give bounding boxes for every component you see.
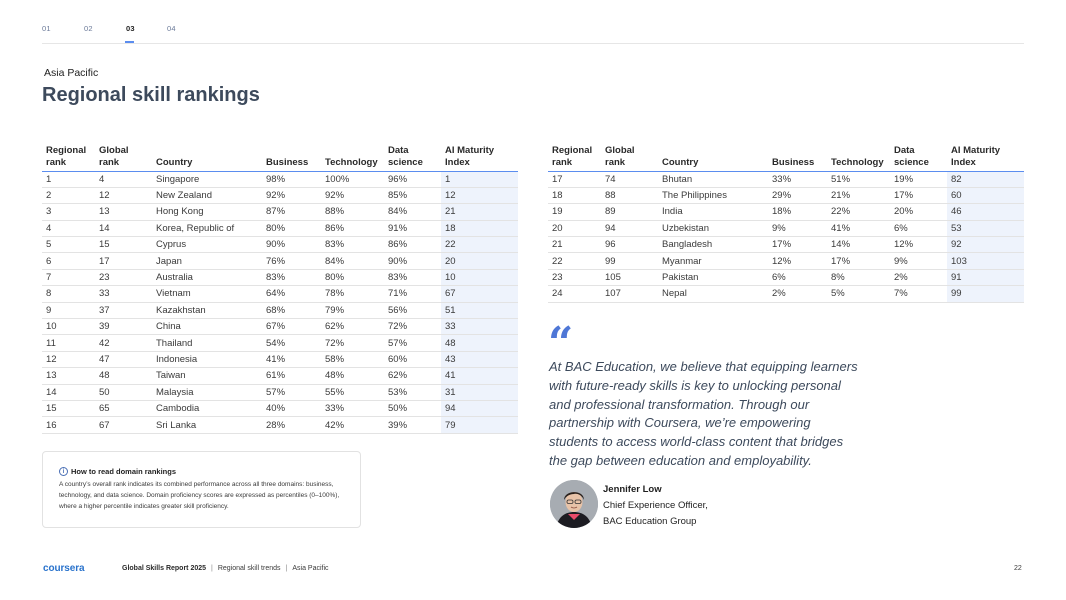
cell-global-rank: 99 xyxy=(601,253,658,269)
cell-global-rank: 105 xyxy=(601,269,658,285)
table-row xyxy=(548,204,1024,220)
cell-regional-rank: 1 xyxy=(42,171,95,187)
cell-country: Bhutan xyxy=(658,171,768,187)
info-heading: How to read domain rankings xyxy=(71,467,177,476)
cell-global-rank: 14 xyxy=(95,220,152,236)
header-global-rank: Global rank xyxy=(601,143,658,171)
cell-regional-rank: 19 xyxy=(548,204,601,220)
cell-data-science: 20% xyxy=(890,204,947,220)
table-row xyxy=(42,204,518,220)
cell-technology: 62% xyxy=(321,319,384,335)
header-technology: Technology xyxy=(321,143,384,171)
cell-ai-maturity: 60 xyxy=(947,187,1024,203)
cell-regional-rank: 11 xyxy=(42,335,95,351)
cell-data-science: 91% xyxy=(384,220,441,236)
cell-technology: 92% xyxy=(321,187,384,203)
cell-data-science: 72% xyxy=(384,319,441,335)
cell-data-science: 56% xyxy=(384,302,441,318)
cell-business: 29% xyxy=(768,187,827,203)
cell-data-science: 86% xyxy=(384,237,441,253)
cell-country: Nepal xyxy=(658,286,768,302)
cell-ai-maturity: 1 xyxy=(441,171,518,187)
cell-regional-rank: 18 xyxy=(548,187,601,203)
cell-country: Sri Lanka xyxy=(152,417,262,433)
header-ai-maturity: AI Maturity Index xyxy=(947,143,1024,171)
cell-global-rank: 65 xyxy=(95,400,152,416)
cell-technology: 21% xyxy=(827,187,890,203)
cell-ai-maturity: 20 xyxy=(441,253,518,269)
cell-global-rank: 47 xyxy=(95,351,152,367)
cell-country: Bangladesh xyxy=(658,237,768,253)
page-title: Regional skill rankings xyxy=(42,84,260,106)
rankings-table-left xyxy=(42,143,518,434)
table-header-row xyxy=(42,143,518,171)
cell-ai-maturity: 21 xyxy=(441,204,518,220)
cell-data-science: 7% xyxy=(890,286,947,302)
cell-country: Singapore xyxy=(152,171,262,187)
cell-business: 87% xyxy=(262,204,321,220)
page-number: 22 xyxy=(1014,565,1022,572)
table-row xyxy=(42,335,518,351)
cell-ai-maturity: 18 xyxy=(441,220,518,236)
cell-business: 98% xyxy=(262,171,321,187)
cell-regional-rank: 24 xyxy=(548,286,601,302)
info-body: A country’s overall rank indicates its combined performance across all three domains: business, technology, and data science. Domain proficiency scores are expressed as percentiles (0–100%), where a higher percentile indicates greater skill proficiency. xyxy=(59,481,340,510)
cell-business: 64% xyxy=(262,286,321,302)
cell-country: Uzbekistan xyxy=(658,220,768,236)
cell-global-rank: 50 xyxy=(95,384,152,400)
table-row xyxy=(548,253,1024,269)
cell-ai-maturity: 33 xyxy=(441,319,518,335)
cell-regional-rank: 9 xyxy=(42,302,95,318)
cell-technology: 41% xyxy=(827,220,890,236)
footer-section: Regional skill trends xyxy=(217,565,281,572)
cell-global-rank: 67 xyxy=(95,417,152,433)
table-row xyxy=(42,302,518,318)
cell-regional-rank: 4 xyxy=(42,220,95,236)
table-row xyxy=(548,237,1024,253)
cell-ai-maturity: 46 xyxy=(947,204,1024,220)
table-row xyxy=(42,319,518,335)
cell-data-science: 6% xyxy=(890,220,947,236)
cell-ai-maturity: 22 xyxy=(441,237,518,253)
cell-business: 90% xyxy=(262,237,321,253)
cell-regional-rank: 2 xyxy=(42,187,95,203)
header-data-science: Data science xyxy=(384,143,441,171)
cell-country: Australia xyxy=(152,269,262,285)
table-row xyxy=(42,286,518,302)
cell-regional-rank: 17 xyxy=(548,171,601,187)
rankings-table-right xyxy=(548,143,1024,303)
cell-country: Kazakhstan xyxy=(152,302,262,318)
cell-regional-rank: 6 xyxy=(42,253,95,269)
info-icon: i xyxy=(59,467,68,476)
cell-business: 41% xyxy=(262,351,321,367)
cell-global-rank: 23 xyxy=(95,269,152,285)
table-row xyxy=(42,368,518,384)
cell-ai-maturity: 91 xyxy=(947,269,1024,285)
header-business: Business xyxy=(262,143,321,171)
table-row xyxy=(548,220,1024,236)
cell-regional-rank: 10 xyxy=(42,319,95,335)
cell-country: The Philippines xyxy=(658,187,768,203)
cell-business: 33% xyxy=(768,171,827,187)
header-regional-rank: Regional rank xyxy=(42,143,95,171)
cell-data-science: 90% xyxy=(384,253,441,269)
cell-regional-rank: 22 xyxy=(548,253,601,269)
cell-ai-maturity: 51 xyxy=(441,302,518,318)
person-name: Jennifer Low xyxy=(603,484,662,495)
table-row xyxy=(42,187,518,203)
cell-global-rank: 33 xyxy=(95,286,152,302)
cell-technology: 80% xyxy=(321,269,384,285)
cell-technology: 72% xyxy=(321,335,384,351)
cell-ai-maturity: 10 xyxy=(441,269,518,285)
cell-business: 80% xyxy=(262,220,321,236)
cell-data-science: 50% xyxy=(384,400,441,416)
cell-technology: 48% xyxy=(321,368,384,384)
cell-country: Japan xyxy=(152,253,262,269)
header-global-rank: Global rank xyxy=(95,143,152,171)
nav-tab-03[interactable] xyxy=(126,24,135,33)
cell-business: 9% xyxy=(768,220,827,236)
cell-technology: 86% xyxy=(321,220,384,236)
table-row xyxy=(548,286,1024,302)
cell-ai-maturity: 43 xyxy=(441,351,518,367)
cell-ai-maturity: 103 xyxy=(947,253,1024,269)
cell-technology: 51% xyxy=(827,171,890,187)
cell-business: 92% xyxy=(262,187,321,203)
cell-regional-rank: 23 xyxy=(548,269,601,285)
person-organization: BAC Education Group xyxy=(603,516,697,527)
cell-technology: 100% xyxy=(321,171,384,187)
cell-data-science: 85% xyxy=(384,187,441,203)
cell-global-rank: 15 xyxy=(95,237,152,253)
cell-country: Indonesia xyxy=(152,351,262,367)
cell-country: China xyxy=(152,319,262,335)
cell-country: Pakistan xyxy=(658,269,768,285)
cell-business: 83% xyxy=(262,269,321,285)
cell-business: 76% xyxy=(262,253,321,269)
table-row xyxy=(42,237,518,253)
cell-global-rank: 12 xyxy=(95,187,152,203)
cell-ai-maturity: 41 xyxy=(441,368,518,384)
cell-global-rank: 89 xyxy=(601,204,658,220)
cell-data-science: 62% xyxy=(384,368,441,384)
cell-country: Myanmar xyxy=(658,253,768,269)
cell-regional-rank: 8 xyxy=(42,286,95,302)
cell-global-rank: 96 xyxy=(601,237,658,253)
cell-country: Cambodia xyxy=(152,400,262,416)
nav-tab-03-label: 03 xyxy=(126,24,135,33)
cell-data-science: 57% xyxy=(384,335,441,351)
table-header-row xyxy=(548,143,1024,171)
cell-data-science: 53% xyxy=(384,384,441,400)
person-role: Chief Experience Officer, xyxy=(603,500,708,511)
cell-technology: 17% xyxy=(827,253,890,269)
cell-data-science: 96% xyxy=(384,171,441,187)
cell-data-science: 83% xyxy=(384,269,441,285)
cell-technology: 42% xyxy=(321,417,384,433)
cell-business: 57% xyxy=(262,384,321,400)
cell-global-rank: 48 xyxy=(95,368,152,384)
region-label: Asia Pacific xyxy=(44,67,99,79)
cell-regional-rank: 20 xyxy=(548,220,601,236)
cell-business: 18% xyxy=(768,204,827,220)
cell-global-rank: 94 xyxy=(601,220,658,236)
cell-data-science: 71% xyxy=(384,286,441,302)
cell-country: Hong Kong xyxy=(152,204,262,220)
cell-data-science: 60% xyxy=(384,351,441,367)
table-row xyxy=(42,220,518,236)
cell-global-rank: 74 xyxy=(601,171,658,187)
cell-data-science: 39% xyxy=(384,417,441,433)
cell-business: 40% xyxy=(262,400,321,416)
cell-regional-rank: 14 xyxy=(42,384,95,400)
cell-technology: 8% xyxy=(827,269,890,285)
nav-tab-01[interactable]: 01 xyxy=(42,24,51,33)
quote-attribution xyxy=(603,482,708,530)
cell-business: 2% xyxy=(768,286,827,302)
cell-country: Korea, Republic of xyxy=(152,220,262,236)
table-row xyxy=(42,253,518,269)
nav-tab-02[interactable]: 02 xyxy=(84,24,93,33)
cell-ai-maturity: 99 xyxy=(947,286,1024,302)
cell-global-rank: 42 xyxy=(95,335,152,351)
cell-global-rank: 4 xyxy=(95,171,152,187)
section-nav xyxy=(42,24,1024,44)
cell-technology: 33% xyxy=(321,400,384,416)
coursera-logo: coursera xyxy=(43,563,85,574)
cell-technology: 55% xyxy=(321,384,384,400)
cell-business: 6% xyxy=(768,269,827,285)
cell-data-science: 84% xyxy=(384,204,441,220)
header-technology: Technology xyxy=(827,143,890,171)
testimonial-quote: At BAC Education, we believe that equipping learners with future-ready skills is key to unlocking personal and professional transformation. Through our partnership with Coursera, we’re empowering students to access world-class content that bridges the gap between education and employability. xyxy=(549,359,858,468)
cell-global-rank: 39 xyxy=(95,319,152,335)
avatar xyxy=(550,480,598,528)
table-row xyxy=(548,171,1024,187)
cell-regional-rank: 3 xyxy=(42,204,95,220)
cell-regional-rank: 5 xyxy=(42,237,95,253)
cell-country: New Zealand xyxy=(152,187,262,203)
table-row xyxy=(42,269,518,285)
header-regional-rank: Regional rank xyxy=(548,143,601,171)
cell-ai-maturity: 12 xyxy=(441,187,518,203)
cell-country: Thailand xyxy=(152,335,262,351)
cell-country: Malaysia xyxy=(152,384,262,400)
cell-business: 61% xyxy=(262,368,321,384)
cell-technology: 58% xyxy=(321,351,384,367)
cell-ai-maturity: 48 xyxy=(441,335,518,351)
cell-ai-maturity: 94 xyxy=(441,400,518,416)
active-tab-indicator xyxy=(125,41,134,43)
table-row xyxy=(42,400,518,416)
table-row xyxy=(42,171,518,187)
cell-data-science: 12% xyxy=(890,237,947,253)
cell-technology: 84% xyxy=(321,253,384,269)
cell-technology: 78% xyxy=(321,286,384,302)
cell-technology: 83% xyxy=(321,237,384,253)
footer-report-title: Global Skills Report 2025 xyxy=(122,565,207,572)
cell-ai-maturity: 79 xyxy=(441,417,518,433)
header-data-science: Data science xyxy=(890,143,947,171)
nav-tab-04[interactable]: 04 xyxy=(167,24,176,33)
cell-global-rank: 37 xyxy=(95,302,152,318)
cell-data-science: 17% xyxy=(890,187,947,203)
cell-regional-rank: 21 xyxy=(548,237,601,253)
cell-global-rank: 13 xyxy=(95,204,152,220)
cell-ai-maturity: 67 xyxy=(441,286,518,302)
cell-country: Vietnam xyxy=(152,286,262,302)
cell-business: 54% xyxy=(262,335,321,351)
cell-data-science: 2% xyxy=(890,269,947,285)
cell-technology: 5% xyxy=(827,286,890,302)
cell-regional-rank: 13 xyxy=(42,368,95,384)
cell-regional-rank: 16 xyxy=(42,417,95,433)
cell-regional-rank: 12 xyxy=(42,351,95,367)
cell-country: Cyprus xyxy=(152,237,262,253)
table-row xyxy=(42,351,518,367)
how-to-read-box xyxy=(42,451,361,528)
header-country: Country xyxy=(152,143,262,171)
cell-data-science: 19% xyxy=(890,171,947,187)
cell-business: 67% xyxy=(262,319,321,335)
cell-ai-maturity: 53 xyxy=(947,220,1024,236)
table-row xyxy=(548,187,1024,203)
cell-global-rank: 17 xyxy=(95,253,152,269)
cell-business: 68% xyxy=(262,302,321,318)
quote-mark-icon: “ xyxy=(548,318,574,369)
cell-ai-maturity: 82 xyxy=(947,171,1024,187)
footer-breadcrumb: Global Skills Report 2025 | Regional skill trends | Asia Pacific xyxy=(122,565,329,572)
table-row xyxy=(548,269,1024,285)
cell-business: 28% xyxy=(262,417,321,433)
cell-technology: 88% xyxy=(321,204,384,220)
header-business: Business xyxy=(768,143,827,171)
table-row xyxy=(42,417,518,433)
cell-country: Taiwan xyxy=(152,368,262,384)
cell-business: 17% xyxy=(768,237,827,253)
cell-global-rank: 107 xyxy=(601,286,658,302)
cell-country: India xyxy=(658,204,768,220)
cell-ai-maturity: 92 xyxy=(947,237,1024,253)
header-country: Country xyxy=(658,143,768,171)
cell-regional-rank: 7 xyxy=(42,269,95,285)
table-row xyxy=(42,384,518,400)
cell-business: 12% xyxy=(768,253,827,269)
cell-global-rank: 88 xyxy=(601,187,658,203)
footer-region: Asia Pacific xyxy=(292,565,329,572)
cell-technology: 79% xyxy=(321,302,384,318)
cell-technology: 22% xyxy=(827,204,890,220)
cell-regional-rank: 15 xyxy=(42,400,95,416)
cell-technology: 14% xyxy=(827,237,890,253)
header-ai-maturity: AI Maturity Index xyxy=(441,143,518,171)
cell-data-science: 9% xyxy=(890,253,947,269)
cell-ai-maturity: 31 xyxy=(441,384,518,400)
info-heading-row xyxy=(59,467,344,476)
